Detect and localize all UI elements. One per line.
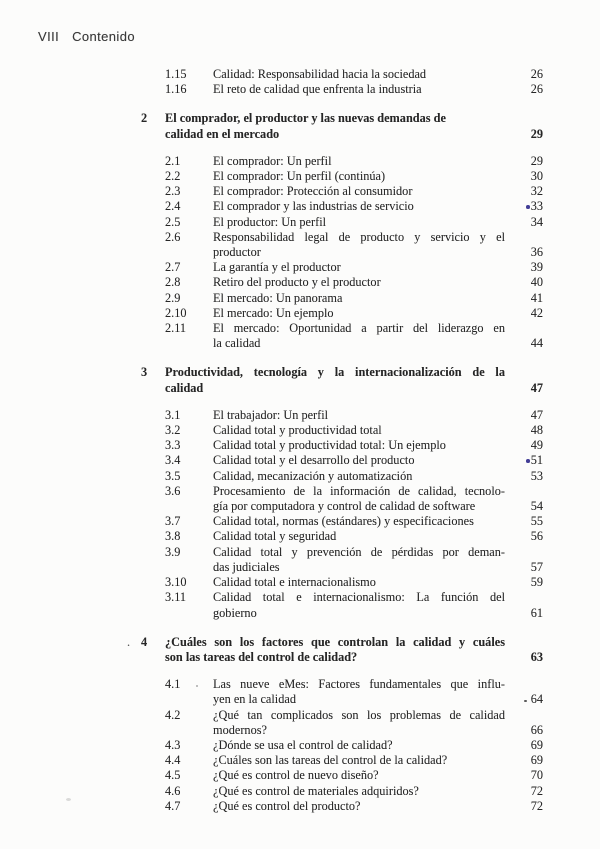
entry-page: 29 xyxy=(530,153,543,168)
entry-title-line: das judiciales xyxy=(213,559,280,574)
entry-page: 56 xyxy=(530,529,543,544)
chapter-heading xyxy=(141,111,543,141)
entry-title-line: ¿Qué es control de materiales adquiridos? xyxy=(213,783,419,798)
entry-title-line: El comprador: Un perfil (continúa) xyxy=(213,169,386,184)
entry-page: 57 xyxy=(530,559,543,574)
toc-row xyxy=(141,529,543,544)
ink-speck-artifact xyxy=(524,700,527,703)
entry-number: 3.7 xyxy=(165,514,181,529)
toc-row xyxy=(141,784,543,799)
chapter-heading xyxy=(141,365,543,395)
entry-title-line: yen en la calidad xyxy=(213,692,296,707)
entry-title-line: productor xyxy=(213,245,261,260)
stray-dot-artifact xyxy=(196,685,198,687)
running-header xyxy=(38,29,135,45)
entry-number: 1.15 xyxy=(165,67,187,81)
entry-page: 40 xyxy=(530,275,543,290)
entry-title-line: gía por computadora y control de calidad de software xyxy=(213,499,476,514)
entry-page: 53 xyxy=(530,468,543,483)
entry-title-line: Calidad total y el desarrollo del producto xyxy=(213,453,415,468)
toc-row xyxy=(141,365,543,380)
entry-title-line: Retiro del producto y el productor xyxy=(213,275,381,290)
page-number-folio: VIII xyxy=(38,29,60,44)
entry-number: 2 xyxy=(141,111,148,126)
entry-number: 2.8 xyxy=(165,275,181,290)
entry-page: 49 xyxy=(530,438,543,453)
toc-row xyxy=(127,634,543,650)
toc-row xyxy=(141,245,543,260)
entry-title-line: El comprador: Protección al consumidor xyxy=(213,184,413,199)
entry-title-line: la calidad xyxy=(213,336,261,351)
entry-title-line: ¿Qué es control del producto? xyxy=(213,798,361,813)
entry-title-line: Productividad, tecnología y la internacionalización de la xyxy=(165,365,505,380)
toc-row xyxy=(141,708,543,723)
toc-row xyxy=(141,230,543,245)
entry-page: 72 xyxy=(530,783,543,798)
entry-page: 69 xyxy=(530,753,543,768)
toc-row xyxy=(141,768,543,783)
entry-page: 72 xyxy=(530,798,543,813)
scan-smudge-artifact xyxy=(66,798,71,801)
entry-page: 61 xyxy=(530,605,543,620)
ink-speck-artifact xyxy=(526,205,530,209)
entry-page: 36 xyxy=(530,245,543,260)
chapter-heading xyxy=(127,634,543,665)
toc-row xyxy=(141,575,543,590)
toc-row xyxy=(141,154,543,169)
entry-page: 42 xyxy=(530,305,543,320)
entry-number: 3.2 xyxy=(165,423,181,438)
toc-row xyxy=(141,169,543,184)
entry-number: 4.1 xyxy=(165,677,213,692)
toc-row xyxy=(141,499,543,514)
toc-row xyxy=(141,560,543,575)
entry-number: 3.6 xyxy=(165,483,181,498)
toc-row xyxy=(141,677,543,692)
toc-row xyxy=(141,799,543,814)
toc-row xyxy=(141,738,543,753)
entry-number: 4.2 xyxy=(165,707,181,722)
entry-title-line: son las tareas del control de calidad? xyxy=(165,649,358,664)
entry-title-line: El comprador: Un perfil xyxy=(213,153,332,168)
toc-row xyxy=(141,484,543,499)
entry-number: 3.9 xyxy=(165,544,181,559)
entry-page: 30 xyxy=(530,169,543,184)
toc-row xyxy=(141,111,543,126)
stray-period-artifact: . xyxy=(127,634,131,649)
entry-page: 41 xyxy=(530,290,543,305)
toc-row xyxy=(141,469,543,484)
entry-title-line: El reto de calidad que enfrenta la industria xyxy=(213,82,422,97)
entry-title-line: El mercado: Oportunidad a partir del liderazgo en xyxy=(213,321,505,336)
entry-title-line: Procesamiento de la información de calidad, tecnolo- xyxy=(213,483,505,498)
toc-row xyxy=(141,606,543,621)
entry-number: 4.7 xyxy=(165,798,181,813)
entry-number: 2.5 xyxy=(165,214,181,229)
entry-page: 47 xyxy=(530,407,543,422)
entry-title-line: Las nueve eMes: Factores fundamentales que influ- xyxy=(213,677,505,692)
section-group xyxy=(141,408,543,621)
toc-row xyxy=(141,275,543,290)
ink-speck-artifact xyxy=(526,459,530,463)
toc-row xyxy=(141,184,543,199)
entry-title-line: El productor: Un perfil xyxy=(213,214,327,229)
entry-title-line: ¿Qué es control de nuevo diseño? xyxy=(213,768,379,783)
entry-number: 2.2 xyxy=(165,169,181,184)
entry-number: 3.11 xyxy=(165,590,187,605)
entry-page: 63 xyxy=(530,649,543,664)
toc-row xyxy=(141,692,543,707)
entry-number: 3.5 xyxy=(165,468,181,483)
entry-page: 70 xyxy=(530,768,543,783)
toc-row xyxy=(141,590,543,605)
entry-number: 2.6 xyxy=(165,229,181,244)
toc-row xyxy=(141,723,543,738)
page-header-title: Contenido xyxy=(72,29,135,44)
entry-title-line: gobierno xyxy=(213,605,257,620)
entry-page: 64 xyxy=(505,692,543,707)
entry-title-line: Calidad total y prevención de pérdidas por deman- xyxy=(213,544,505,559)
entry-page: 29 xyxy=(530,126,543,141)
entry-page: 48 xyxy=(530,423,543,438)
entry-number: 2.11 xyxy=(165,321,187,336)
toc-row xyxy=(141,438,543,453)
entry-page: 69 xyxy=(530,737,543,752)
entry-page: 39 xyxy=(530,260,543,275)
section-group xyxy=(141,67,543,97)
entry-number: 1.16 xyxy=(165,82,187,97)
entry-page: 47 xyxy=(530,380,543,395)
toc-row xyxy=(141,650,543,665)
entry-number: 4.6 xyxy=(165,783,181,798)
toc-row xyxy=(141,306,543,321)
entry-number: 2.7 xyxy=(165,260,181,275)
entry-title-line: ¿Cuáles son los factores que controlan la calidad y cuáles xyxy=(165,634,505,649)
entry-number: 4.4 xyxy=(165,753,181,768)
entry-number: 2.4 xyxy=(165,199,181,214)
section-group xyxy=(141,677,543,814)
entry-title-line: Calidad total, normas (estándares) y especificaciones xyxy=(213,514,474,529)
toc-row xyxy=(141,127,543,142)
entry-title-line: Calidad total e internacionalismo xyxy=(213,575,376,590)
entry-number: 3.1 xyxy=(165,407,181,422)
entry-number: 2.10 xyxy=(165,305,187,320)
entry-title-line: Calidad, mecanización y automatización xyxy=(213,468,413,483)
entry-number: 2.1 xyxy=(165,153,181,168)
entry-number: 3.4 xyxy=(165,453,181,468)
entry-number: 3 xyxy=(141,365,148,380)
entry-page: 33 xyxy=(505,199,543,214)
toc-row xyxy=(141,82,543,97)
entry-number: 4.5 xyxy=(165,768,181,783)
entry-title-line: Calidad total e internacionalismo: La función del xyxy=(213,590,505,605)
toc-row xyxy=(141,291,543,306)
entry-page: 44 xyxy=(530,336,543,351)
entry-number: 4.3 xyxy=(165,737,181,752)
toc-row xyxy=(141,514,543,529)
entry-title-line: La garantía y el productor xyxy=(213,260,341,275)
entry-title-line: El mercado: Un ejemplo xyxy=(213,305,334,320)
entry-number: 3.8 xyxy=(165,529,181,544)
toc-row xyxy=(141,545,543,560)
entry-page: 34 xyxy=(530,214,543,229)
entry-title-line: Calidad: Responsabilidad hacia la sociedad xyxy=(213,67,427,81)
entry-number: . 4 xyxy=(127,634,148,649)
toc-row xyxy=(141,321,543,336)
entry-title-line: modernos? xyxy=(213,722,267,737)
entry-title-line: El comprador y las industrias de servicio xyxy=(213,199,414,214)
entry-number: 3.10 xyxy=(165,575,187,590)
toc-row xyxy=(141,336,543,351)
entry-title-line: Calidad total y seguridad xyxy=(213,529,337,544)
toc-row xyxy=(141,67,543,82)
entry-title-line: ¿Cuáles son las tareas del control de la calidad? xyxy=(213,753,448,768)
section-group xyxy=(141,154,543,352)
toc-row xyxy=(141,408,543,423)
entry-page: 32 xyxy=(530,184,543,199)
toc-row xyxy=(141,215,543,230)
entry-page: 59 xyxy=(530,575,543,590)
toc xyxy=(127,67,543,814)
entry-title-line: calidad xyxy=(165,380,204,395)
entry-title-line: Responsabilidad legal de producto y servicio y el xyxy=(213,229,505,244)
entry-number: 3.3 xyxy=(165,438,181,453)
entry-number: 2.9 xyxy=(165,290,181,305)
entry-page: 26 xyxy=(530,82,543,97)
entry-title-line: Calidad total y productividad total: Un ejemplo xyxy=(213,438,446,453)
toc-row xyxy=(141,260,543,275)
entry-page: 51 xyxy=(505,453,543,468)
entry-title-line: ¿Dónde se usa el control de calidad? xyxy=(213,737,393,752)
entry-page: 66 xyxy=(530,722,543,737)
entry-page: 55 xyxy=(530,514,543,529)
toc-row xyxy=(141,453,543,468)
entry-title-line: ¿Qué tan complicados son los problemas de calidad xyxy=(213,707,505,722)
entry-number: 2.3 xyxy=(165,184,181,199)
toc-row xyxy=(141,753,543,768)
entry-title-line: El trabajador: Un perfil xyxy=(213,407,329,422)
entry-page: 26 xyxy=(530,67,543,81)
entry-title-line: calidad en el mercado xyxy=(165,126,280,141)
entry-page: 54 xyxy=(530,499,543,514)
toc-row xyxy=(141,423,543,438)
toc-row xyxy=(141,381,543,396)
entry-title-line: Calidad total y productividad total xyxy=(213,423,382,438)
entry-title-line: El comprador, el productor y las nuevas demandas de xyxy=(165,111,446,126)
entry-title-line: El mercado: Un panorama xyxy=(213,290,343,305)
toc-row xyxy=(141,199,543,214)
